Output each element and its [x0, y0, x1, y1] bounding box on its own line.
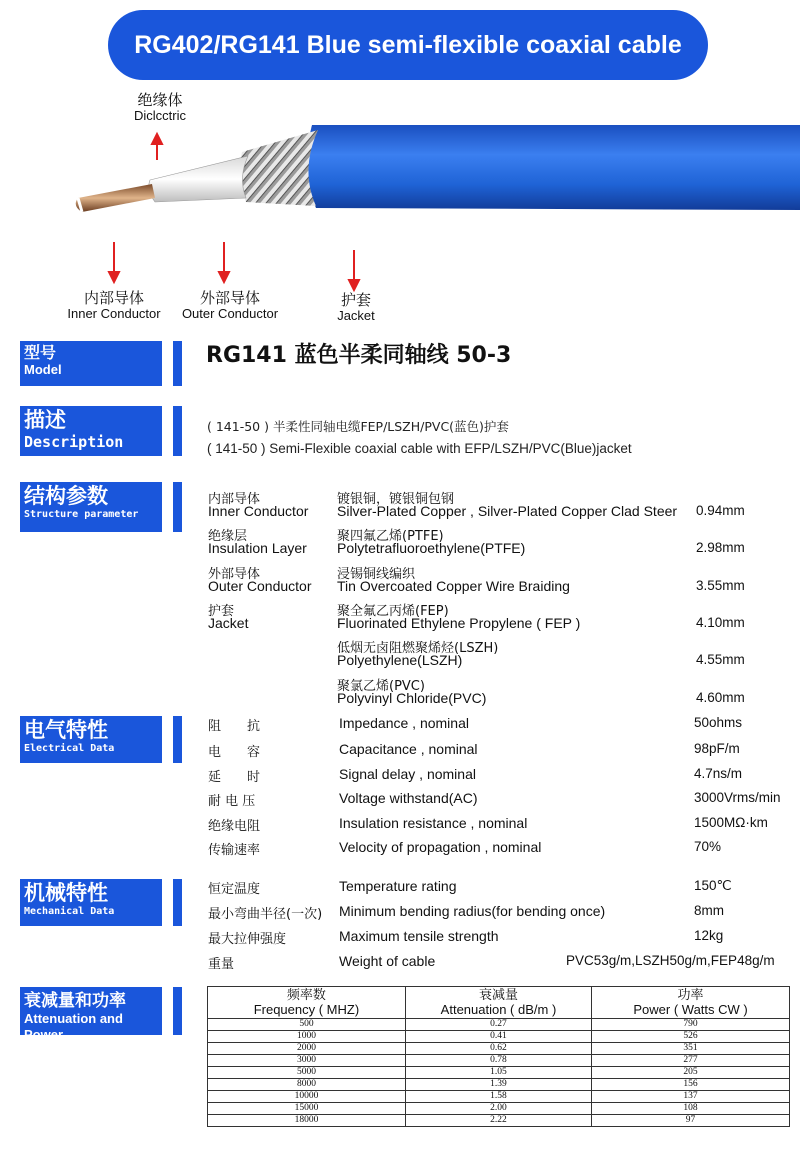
cell-power: 108 [592, 1103, 790, 1115]
mechanical-param-en: Maximum tensile strength [339, 928, 499, 944]
electrical-param-zh: 传输速率 [208, 843, 261, 858]
structure-material-zh: 聚氯乙烯(PVC) [337, 679, 425, 694]
outer-caption-zh: 外部导体 [199, 289, 260, 307]
structure-material-zh: 低烟无卤阻燃聚烯烃(LSZH) [337, 641, 499, 656]
electrical-param-zh: 延 时 [208, 770, 261, 785]
electrical-value: 1500MΩ·km [694, 815, 768, 830]
electrical-param-en: Velocity of propagation , nominal [339, 839, 542, 855]
dielectric-arrow [152, 134, 162, 160]
electrical-value: 98pF/m [694, 741, 740, 756]
cell-attenuation: 1.58 [405, 1091, 591, 1103]
attenuation-label-zh: 衰减量和功率 [24, 991, 126, 1011]
electrical-param-en: Capacitance , nominal [339, 741, 478, 757]
table-row [208, 1091, 790, 1103]
header-power-zh: 功率 [677, 987, 704, 1003]
cell-attenuation: 2.00 [405, 1103, 591, 1115]
mechanical-label-zh: 机械特性 [24, 881, 108, 905]
jacket-caption-en: Jacket [337, 308, 375, 324]
structure-part-en: Jacket [208, 615, 249, 631]
section-bar-attenuation [173, 987, 182, 1035]
jacket-caption [326, 292, 386, 324]
header-frequency [208, 987, 406, 1019]
electrical-param-zh: 耐 电 压 [208, 794, 256, 809]
structure-part-zh: 绝缘层 [208, 529, 248, 544]
page-title-banner: RG402/RG141 Blue semi-flexible coaxial cable [108, 10, 708, 80]
cell-attenuation: 0.62 [405, 1043, 591, 1055]
description-en: ( 141-50 ) Semi-Flexible coaxial cable with EFP/LSZH/PVC(Blue)jacket [207, 441, 632, 456]
electrical-param-zh: 绝缘电阻 [208, 819, 261, 834]
cell-frequency: 5000 [208, 1067, 406, 1079]
structure-part-en: Outer Conductor [208, 578, 312, 594]
mechanical-param-zh: 恒定温度 [208, 882, 261, 897]
cell-power: 156 [592, 1079, 790, 1091]
cell-frequency: 10000 [208, 1091, 406, 1103]
braid-shape [240, 130, 318, 206]
dielectric-shape [149, 156, 248, 202]
cell-frequency: 2000 [208, 1043, 406, 1055]
structure-part-zh: 内部导体 [208, 492, 261, 507]
header-power [592, 987, 790, 1019]
table-row [208, 1031, 790, 1043]
electrical-param-zh: 阻 抗 [208, 719, 261, 734]
model-value: RG141 蓝色半柔同轴线 50-3 [206, 343, 512, 368]
table-row [208, 1079, 790, 1091]
header-power-en: Power ( Watts CW ) [633, 1001, 748, 1017]
structure-material-zh: 镀银铜，镀银铜包钢 [337, 492, 455, 507]
section-bar-model [173, 341, 182, 386]
electrical-value: 50ohms [694, 715, 743, 730]
cell-attenuation: 0.27 [405, 1019, 591, 1031]
electrical-param-en: Signal delay , nominal [339, 766, 476, 782]
section-bar-description [173, 406, 182, 456]
attenuation-body [208, 1019, 790, 1127]
structure-label-zh: 结构参数 [24, 484, 108, 508]
section-bar-mechanical [173, 879, 182, 926]
outer-caption-en: Outer Conductor [181, 306, 279, 322]
table-row [208, 1055, 790, 1067]
outer-arrow [219, 242, 229, 282]
jacket-shape [307, 125, 800, 210]
table-row [208, 1019, 790, 1031]
mechanical-value: 12kg [694, 928, 724, 943]
attenuation-table [207, 986, 790, 1127]
mechanical-param-zh: 重量 [208, 957, 235, 972]
cell-power: 351 [592, 1043, 790, 1055]
section-label-model [20, 341, 162, 386]
cell-attenuation: 1.05 [405, 1067, 591, 1079]
cell-power: 790 [592, 1019, 790, 1031]
description-label-en: Description [24, 433, 124, 452]
cell-frequency: 3000 [208, 1055, 406, 1067]
electrical-label-en: Electrical Data [24, 743, 115, 755]
section-label-description [20, 406, 162, 456]
section-bar-electrical [173, 716, 182, 763]
cell-frequency: 18000 [208, 1115, 406, 1127]
header-frequency-en: Frequency ( MHZ) [253, 1001, 360, 1017]
structure-material-en: Polytetrafluoroethylene(PTFE) [337, 540, 526, 556]
section-label-structure [20, 482, 162, 532]
structure-value: 2.98mm [696, 540, 745, 555]
structure-material-en: Polyvinyl Chloride(PVC) [337, 690, 487, 706]
table-row [208, 1103, 790, 1115]
cell-attenuation: 1.39 [405, 1079, 591, 1091]
inner-caption-en: Inner Conductor [67, 306, 161, 322]
table-row [208, 1115, 790, 1127]
description-label-zh: 描述 [24, 408, 66, 432]
electrical-param-en: Voltage withstand(AC) [339, 790, 478, 806]
electrical-param-en: Impedance , nominal [339, 715, 469, 731]
mechanical-value: PVC53g/m,LSZH50g/m,FEP48g/m [566, 953, 775, 968]
structure-material-en: Silver-Plated Copper , Silver-Plated Copper Clad Steer [337, 503, 678, 519]
mechanical-label-en: Mechanical Data [24, 906, 115, 918]
structure-value: 3.55mm [696, 578, 745, 593]
cell-attenuation: 0.41 [405, 1031, 591, 1043]
table-row [208, 1067, 790, 1079]
cell-frequency: 500 [208, 1019, 406, 1031]
inner-caption [58, 290, 170, 322]
attenuation-label-en: Attenuation and Power [24, 1011, 123, 1042]
inner-caption-zh: 内部导体 [83, 289, 144, 307]
section-label-electrical [20, 716, 162, 763]
structure-part-zh: 外部导体 [208, 567, 261, 582]
electrical-param-en: Insulation resistance , nominal [339, 815, 528, 831]
structure-part-zh: 护套 [208, 604, 235, 619]
cell-frequency: 8000 [208, 1079, 406, 1091]
cell-attenuation: 0.78 [405, 1055, 591, 1067]
cell-attenuation: 2.22 [405, 1115, 591, 1127]
dielectric-caption-zh: 绝缘体 [137, 91, 183, 109]
model-label-en: Model [24, 362, 62, 378]
structure-material-en: Polyethylene(LSZH) [337, 652, 463, 668]
structure-value: 4.60mm [696, 690, 745, 705]
description-zh: ( 141-50 ) 半柔性同轴电缆FEP/LSZH/PVC(蓝色)护套 [207, 419, 509, 434]
outer-caption [172, 290, 288, 322]
mechanical-param-zh: 最大拉伸强度 [208, 932, 287, 947]
dielectric-caption [128, 92, 192, 124]
mechanical-param-en: Temperature rating [339, 878, 457, 894]
structure-material-zh: 聚全氟乙丙烯(FEP) [337, 604, 449, 619]
section-label-mechanical [20, 879, 162, 926]
structure-material-en: Fluorinated Ethylene Propylene ( FEP ) [337, 615, 581, 631]
jacket-caption-zh: 护套 [340, 291, 371, 309]
mechanical-value: 8mm [694, 903, 724, 918]
cell-power: 205 [592, 1067, 790, 1079]
cell-power: 526 [592, 1031, 790, 1043]
cell-power: 97 [592, 1115, 790, 1127]
cell-frequency: 15000 [208, 1103, 406, 1115]
section-bar-structure [173, 482, 182, 532]
structure-label-en: Structure parameter [24, 509, 139, 521]
model-label-zh: 型号 [24, 343, 57, 362]
structure-value: 0.94mm [696, 503, 745, 518]
structure-material-zh: 浸锡铜线编织 [337, 567, 416, 582]
section-label-attenuation [20, 987, 162, 1042]
structure-material-en: Tin Overcoated Copper Wire Braiding [337, 578, 570, 594]
electrical-value: 70% [694, 839, 722, 854]
structure-material-zh: 聚四氟乙烯(PTFE) [337, 529, 444, 544]
mechanical-param-en: Weight of cable [339, 953, 436, 969]
header-frequency-zh: 频率数 [286, 987, 326, 1003]
inner-conductor-shape [76, 184, 155, 212]
jacket-arrow [349, 250, 359, 290]
cell-power: 277 [592, 1055, 790, 1067]
mechanical-param-en: Minimum bending radius(for bending once) [339, 903, 606, 919]
electrical-label-zh: 电气特性 [24, 718, 108, 742]
electrical-param-zh: 电 容 [208, 745, 261, 760]
inner-arrow [109, 242, 119, 282]
electrical-value: 4.7ns/m [694, 766, 743, 781]
structure-part-en: Inner Conductor [208, 503, 309, 519]
cell-frequency: 1000 [208, 1031, 406, 1043]
mechanical-value: 150℃ [694, 878, 732, 893]
table-row [208, 1043, 790, 1055]
structure-part-en: Insulation Layer [208, 540, 307, 556]
mechanical-param-zh: 最小弯曲半径(一次) [208, 907, 323, 922]
header-attenuation-en: Attenuation ( dB/m ) [440, 1001, 557, 1017]
dielectric-caption-en: Diclcctric [134, 108, 186, 124]
electrical-value: 3000Vrms/min [694, 790, 781, 805]
attenuation-header-row [208, 987, 790, 1019]
structure-value: 4.55mm [696, 652, 745, 667]
header-attenuation [405, 987, 591, 1019]
structure-value: 4.10mm [696, 615, 745, 630]
cell-power: 137 [592, 1091, 790, 1103]
header-attenuation-zh: 衰减量 [478, 987, 518, 1003]
